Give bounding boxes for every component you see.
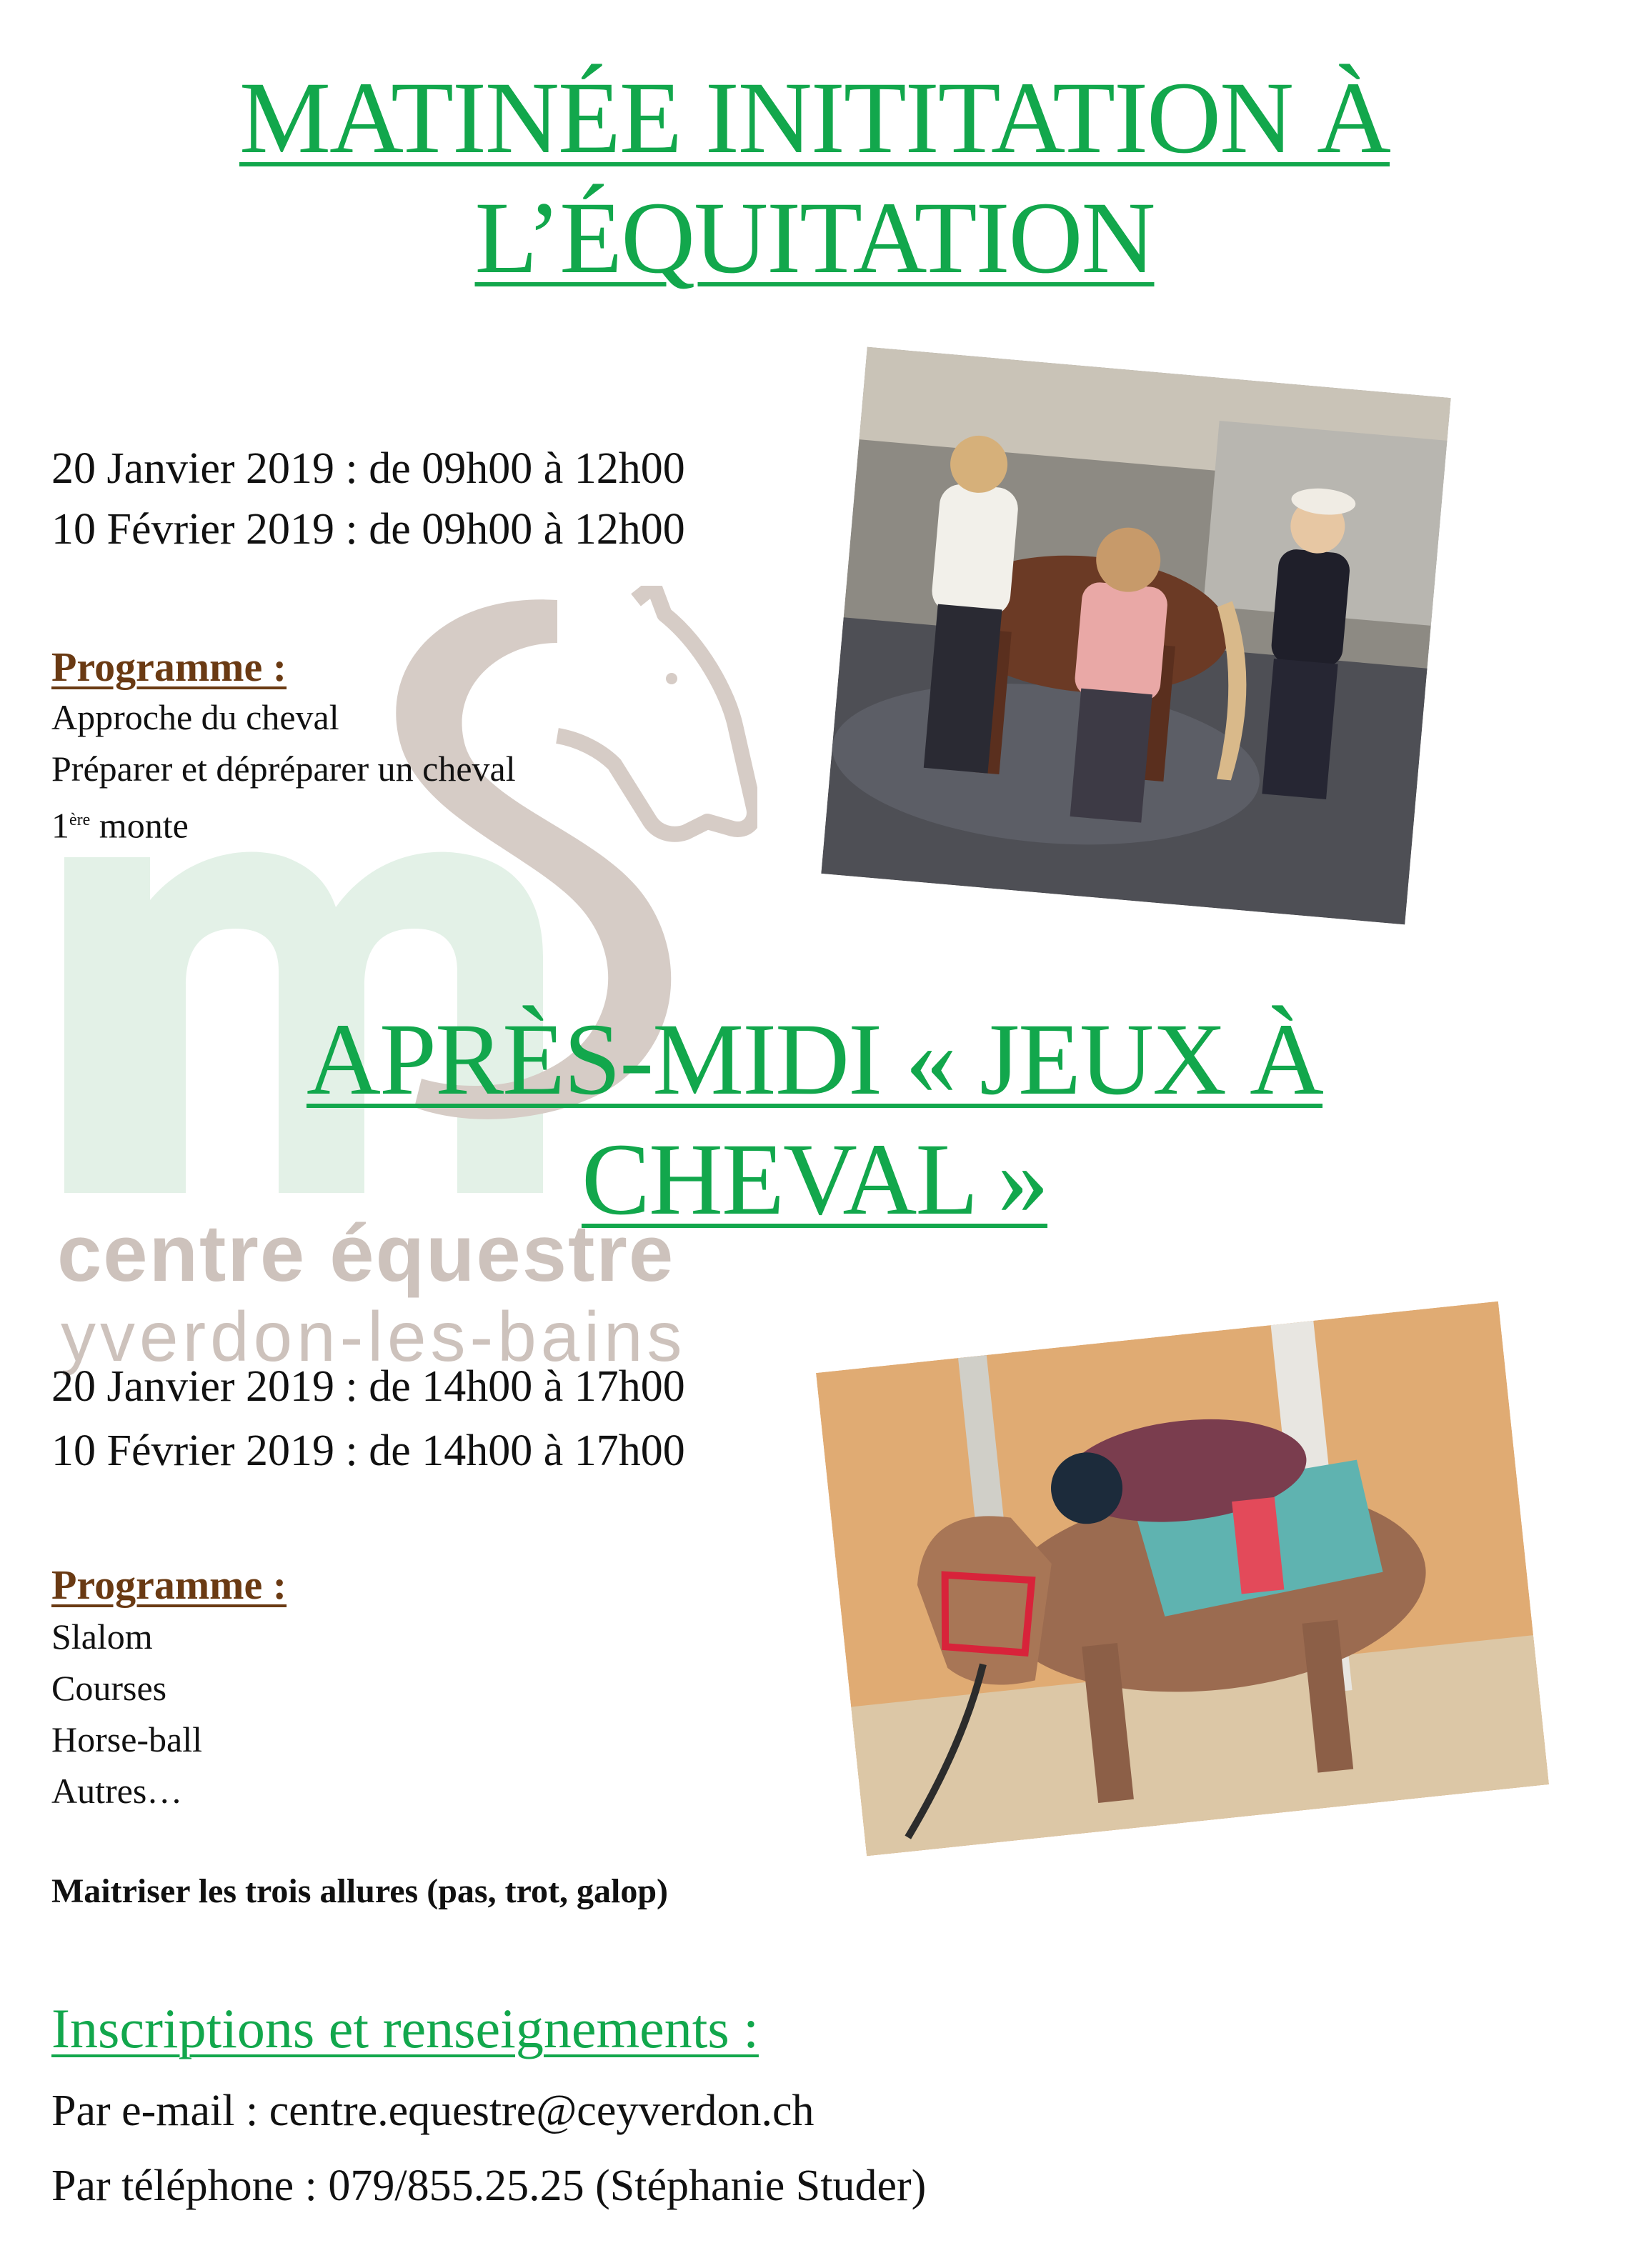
title-afternoon-line1: APRÈS-MIDI « JEUX À — [306, 1003, 1323, 1116]
list-item: Courses — [51, 1668, 167, 1708]
requirement-text: Maitriser les trois allures (pas, trot, galop) — [51, 1872, 669, 1910]
contact-heading: Inscriptions et renseignements : — [51, 1997, 759, 2059]
list-item: Horse-ball — [51, 1719, 203, 1759]
horse-eye — [666, 673, 677, 684]
afternoon-date-1: 20 Janvier 2019 : de 14h00 à 17h00 — [51, 1362, 685, 1411]
list-item: Autres… — [51, 1771, 183, 1811]
morning-date-1: 20 Janvier 2019 : de 09h00 à 12h00 — [51, 444, 685, 493]
child-on-pony-photo — [816, 1302, 1549, 1857]
horse-head-icon — [557, 586, 754, 834]
list-item: Slalom — [51, 1617, 153, 1657]
morning-program-list — [51, 691, 516, 851]
list-item: Préparer et dépréparer un cheval — [51, 749, 516, 789]
watermark-line1: centre équestre — [57, 1209, 675, 1298]
photo-children-grooming-pony — [821, 347, 1450, 925]
contact-phone: Par téléphone : 079/855.25.25 (Stéphanie Studer) — [51, 2162, 927, 2210]
afternoon-program-list — [51, 1611, 202, 1817]
children-grooming-pony-photo — [821, 347, 1450, 925]
photo-child-on-pony — [816, 1302, 1549, 1857]
morning-date-2: 10 Février 2019 : de 09h00 à 12h00 — [51, 505, 685, 554]
morning-program-heading: Programme : — [51, 644, 287, 690]
list-item: Approche du cheval — [51, 697, 339, 737]
afternoon-date-2: 10 Février 2019 : de 14h00 à 17h00 — [51, 1427, 685, 1475]
title-morning-line1: MATINÉE INITITATION À — [239, 61, 1390, 175]
title-afternoon-line2: CHEVAL » — [581, 1123, 1048, 1237]
contact-email: Par e-mail : centre.equestre@ceyverdon.ch — [51, 2087, 814, 2135]
title-morning-line2: L’ÉQUITATION — [474, 181, 1155, 295]
watermark-line2: yverdon-les-bains — [61, 1297, 687, 1376]
list-item-first-ride: 1ère monte — [51, 805, 189, 846]
afternoon-program-heading: Programme : — [51, 1562, 287, 1608]
